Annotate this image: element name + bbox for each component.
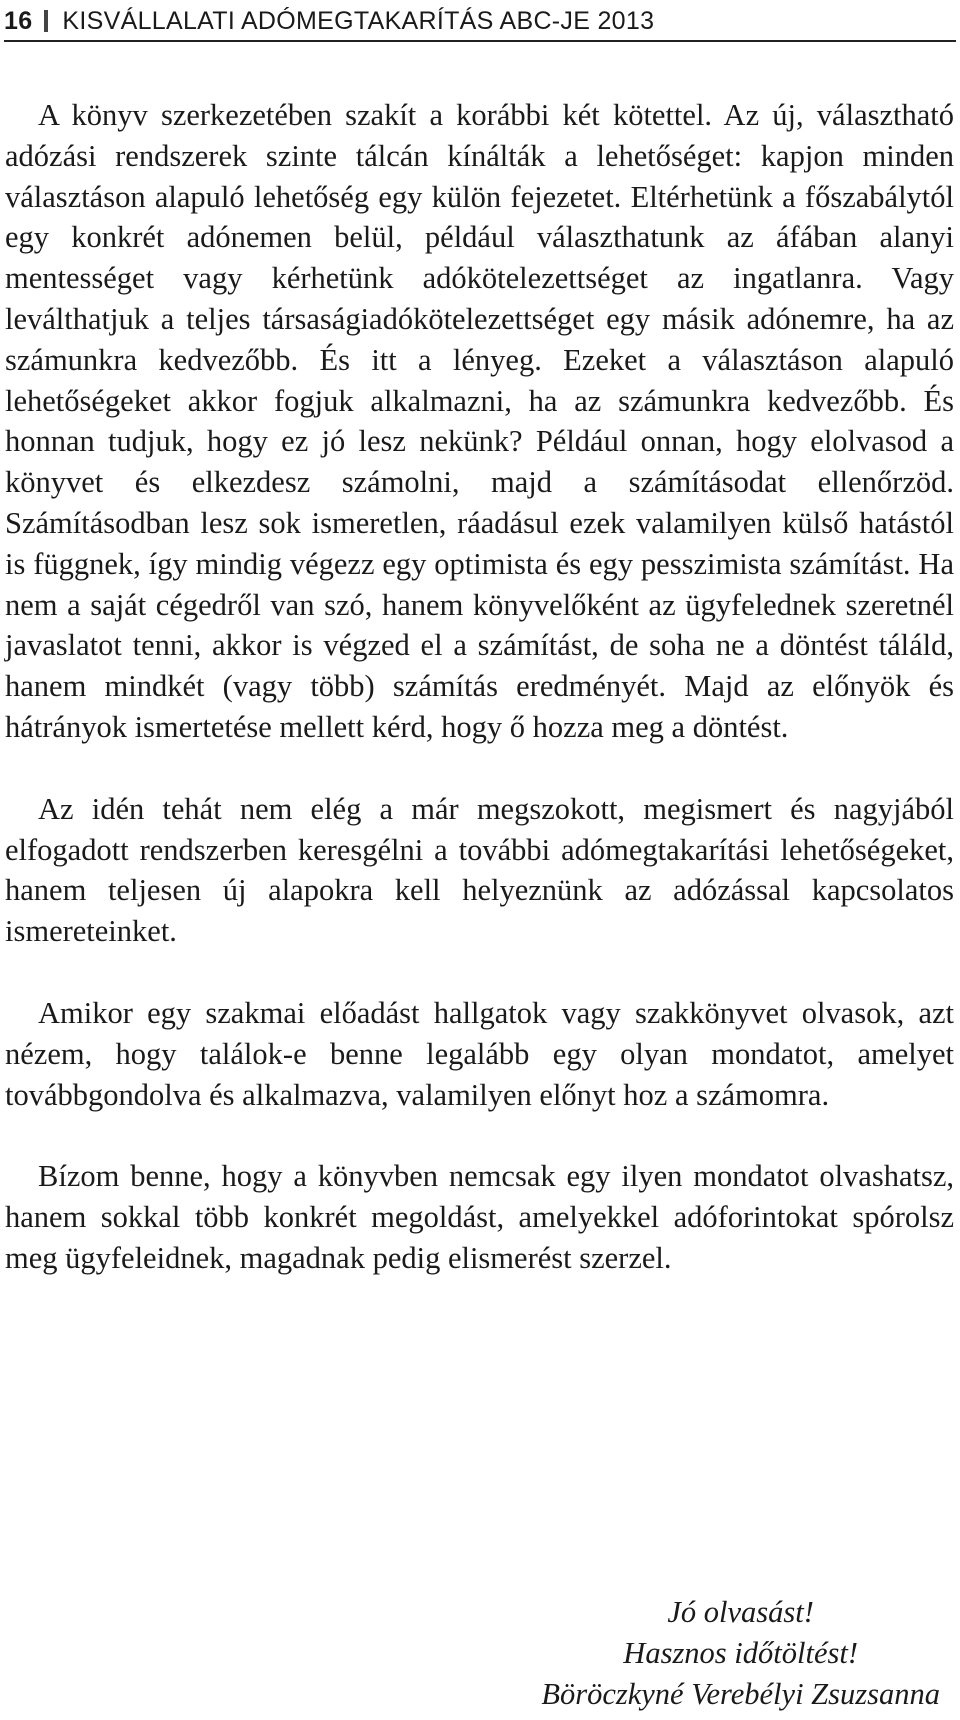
page-number: 16 [4, 6, 33, 35]
closing-greeting: Jó olvasást! [667, 1595, 814, 1629]
author-name: Böröczkyné Verebélyi Zsuzsanna [541, 1677, 940, 1711]
paragraph: A könyv szerkezetében szakít a korábbi két kötettel. Az új, választható adózási rendszerek szinte tálcán kínálták a lehetőséget: kapjon minden választáson alapuló lehetőség egy külön fejezetet. Eltérhetünk a főszabálytól egy konkrét adónemen belül, például választhatunk az áfában alanyi mentességet vagy kérhetünk adókötelezettséget az ingatlanra. Vagy leválthatjuk a teljes társaságiadókötelezettséget egy másik adónemre, ha az számunkra kedvezőbb. És itt a lényeg. Ezeket a választáson alapuló lehetőségeket akkor fogjuk alkalmazni, ha az számunkra kedvezőbb. És honnan tudjuk, hogy ez jó lesz nekünk? Például onnan, hogy elolvasod a könyvet és elkezdesz számolni, majd a számításodat ellenőrzöd. Számításodban lesz sok ismeretlen, ráadásul ezek valamilyen külső hatástól is függnek, így mindig végezz egy optimista és egy pesszimista számítást. Ha nem a saját cégedről van szó, hanem könyvelőként az ügyfelednek szeretnél javaslatot tenni, akkor is végzed el a számítást, de soha ne a döntést táláld, hanem mindkét (vagy több) számítás eredményét. Majd az előnyök és hátrányok ismertetése mellett kérd, hogy ő hozza meg a döntést. [5, 98, 954, 744]
closing-signature-block [541, 1592, 940, 1715]
running-title: KISVÁLLALATI ADÓMEGTAKARÍTÁS ABC-JE 2013 [62, 6, 655, 35]
running-header [4, 2, 956, 42]
paragraph: Az idén tehát nem elég a már megszokott, megismert és nagyjából elfogadott rendszerben keresgélni a további adómegtakarítási lehetőségeket, hanem teljesen új alapokra kell helyeznünk az adózással kapcsolatos ismereteinket. [5, 791, 954, 949]
paragraph: Amikor egy szakmai előadást hallgatok vagy szakkönyvet olvasok, azt nézem, hogy találok-e benne legalább egy olyan mondatot, amelyet továbbgondolva és alkalmazva, valamilyen előnyt hoz a számomra. [5, 995, 954, 1112]
header-separator [44, 10, 48, 32]
body-text [5, 95, 954, 1320]
paragraph: Bízom benne, hogy a könyvben nemcsak egy ilyen mondatot olvashatsz, hanem sokkal több konkrét megoldást, amelyekkel adóforintokat spórolsz meg ügyfeleidnek, magadnak pedig elismerést szerzel. [5, 1159, 954, 1275]
closing-wish: Hasznos időtöltést! [623, 1636, 858, 1670]
